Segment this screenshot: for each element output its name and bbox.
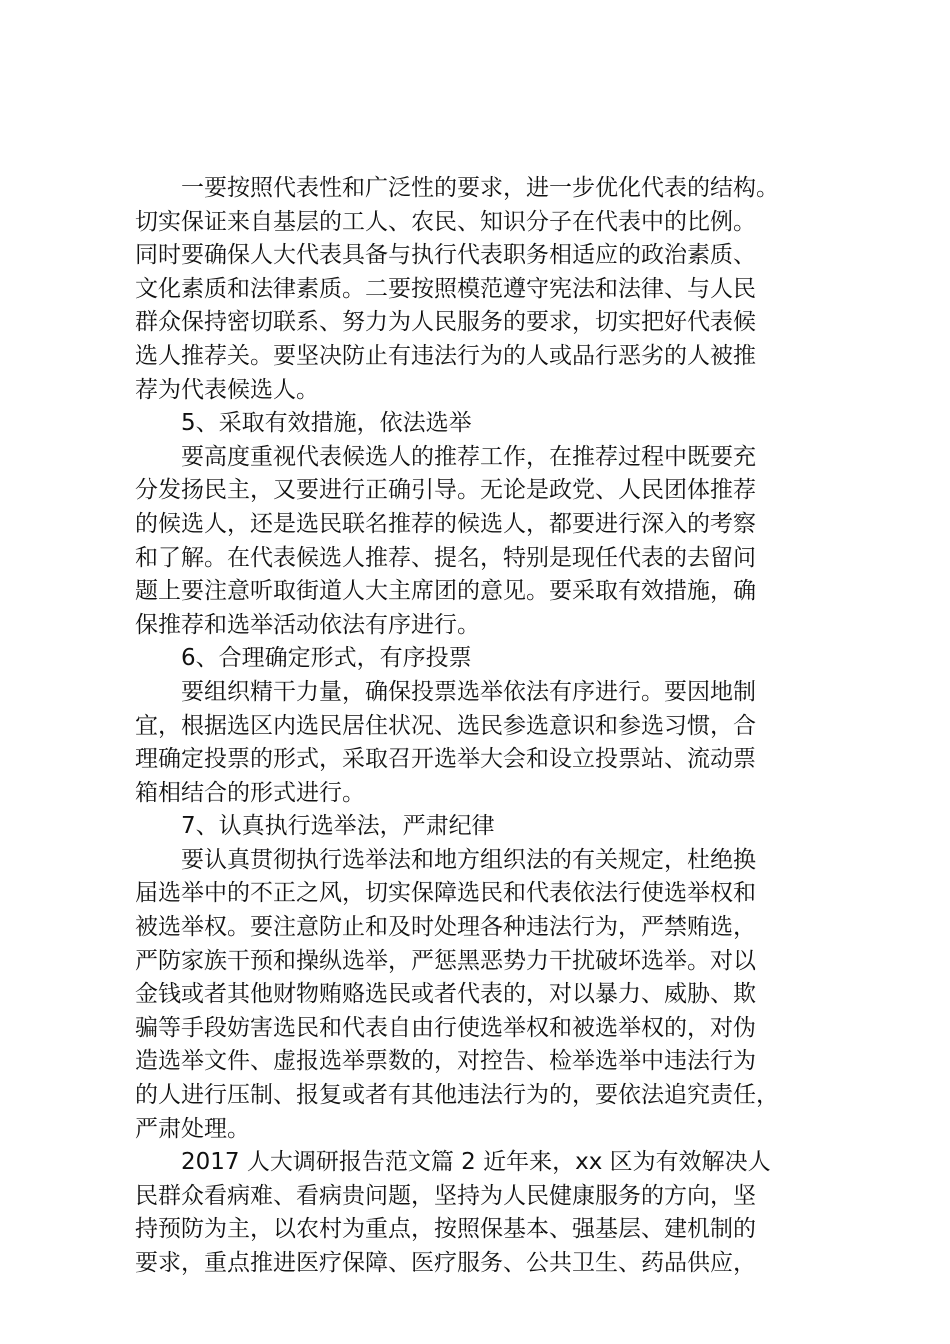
text-line: 要求，重点推进医疗保障、医疗服务、公共卫生、药品供应， bbox=[135, 1250, 756, 1276]
text-line: 同时要确保人大代表具备与执行代表职务相适应的政治素质、 bbox=[135, 242, 756, 269]
text-line: 题上要注意听取街道人大主席团的意见。要采取有效措施，确 bbox=[135, 578, 756, 605]
text-line: 持预防为主，以农村为重点，按照保基本、强基层、建机制的 bbox=[135, 1216, 756, 1243]
text-line: 选人推荐关。要坚决防止有违法行为的人或品行恶劣的人被推 bbox=[135, 342, 756, 369]
text-line: 民群众看病难、看病贵问题，坚持为人民健康服务的方向，坚 bbox=[135, 1182, 756, 1209]
text-line: 文化素质和法律素质。二要按照模范遵守宪法和法律、与人民 bbox=[135, 275, 756, 302]
text-line: 的候选人，还是选民联名推荐的候选人，都要进行深入的考察 bbox=[135, 510, 756, 537]
text-line: 理确定投票的形式，采取召开选举大会和设立投票站、流动票 bbox=[135, 746, 756, 773]
text-line: 要高度重视代表候选人的推荐工作，在推荐过程中既要充 bbox=[135, 443, 756, 470]
text-line: 要组织精干力量，确保投票选举依法有序进行。要因地制 bbox=[135, 678, 756, 705]
text-line: 金钱或者其他财物贿赂选民或者代表的，对以暴力、威胁、欺 bbox=[135, 981, 756, 1008]
text-line: 严防家族干预和操纵选举，严惩黑恶势力干扰破坏选举。对以 bbox=[135, 947, 756, 974]
text-line: 骗等手段妨害选民和代表自由行使选举权和被选举权的，对伪 bbox=[135, 1014, 756, 1041]
text-line: 和了解。在代表候选人推荐、提名，特别是现任代表的去留问 bbox=[135, 544, 756, 571]
text-line: 箱相结合的形式进行。 bbox=[135, 779, 365, 806]
text-line: 造选举文件、虚报选举票数的，对控告、检举选举中违法行为 bbox=[135, 1048, 756, 1075]
text-line: 届选举中的不正之风，切实保障选民和代表依法行使选举权和 bbox=[135, 880, 756, 907]
text-line: 要认真贯彻执行选举法和地方组织法的有关规定，杜绝换 bbox=[135, 846, 756, 873]
text-line: 群众保持密切联系、努力为人民服务的要求，切实把好代表候 bbox=[135, 309, 756, 336]
text-line: 被选举权。要注意防止和及时处理各种违法行为，严禁贿选， bbox=[135, 914, 756, 941]
text-line: 2017 人大调研报告范文篇 2 近年来，xx 区为有效解决人 bbox=[135, 1149, 771, 1176]
section-heading: 5、采取有效措施，依法选举 bbox=[135, 410, 472, 437]
text-line: 宜，根据选区内选民居住状况、选民参选意识和参选习惯，合 bbox=[135, 712, 756, 739]
body-text bbox=[135, 172, 855, 1281]
text-line: 保推荐和选举活动依法有序进行。 bbox=[135, 611, 480, 638]
section-heading: 7、认真执行选举法，严肃纪律 bbox=[135, 813, 495, 840]
text-line: 严肃处理。 bbox=[135, 1115, 250, 1142]
section-heading: 6、合理确定形式，有序投票 bbox=[135, 645, 472, 672]
text-line: 切实保证来自基层的工人、农民、知识分子在代表中的比例。 bbox=[135, 208, 756, 235]
text-line: 分发扬民主，又要进行正确引导。无论是政党、人民团体推荐 bbox=[135, 477, 756, 504]
text-line: 一要按照代表性和广泛性的要求，进一步优化代表的结构。 bbox=[135, 175, 779, 201]
text-line: 荐为代表候选人。 bbox=[135, 376, 319, 403]
text-line: 的人进行压制、报复或者有其他违法行为的，要依法追究责任， bbox=[135, 1082, 779, 1109]
